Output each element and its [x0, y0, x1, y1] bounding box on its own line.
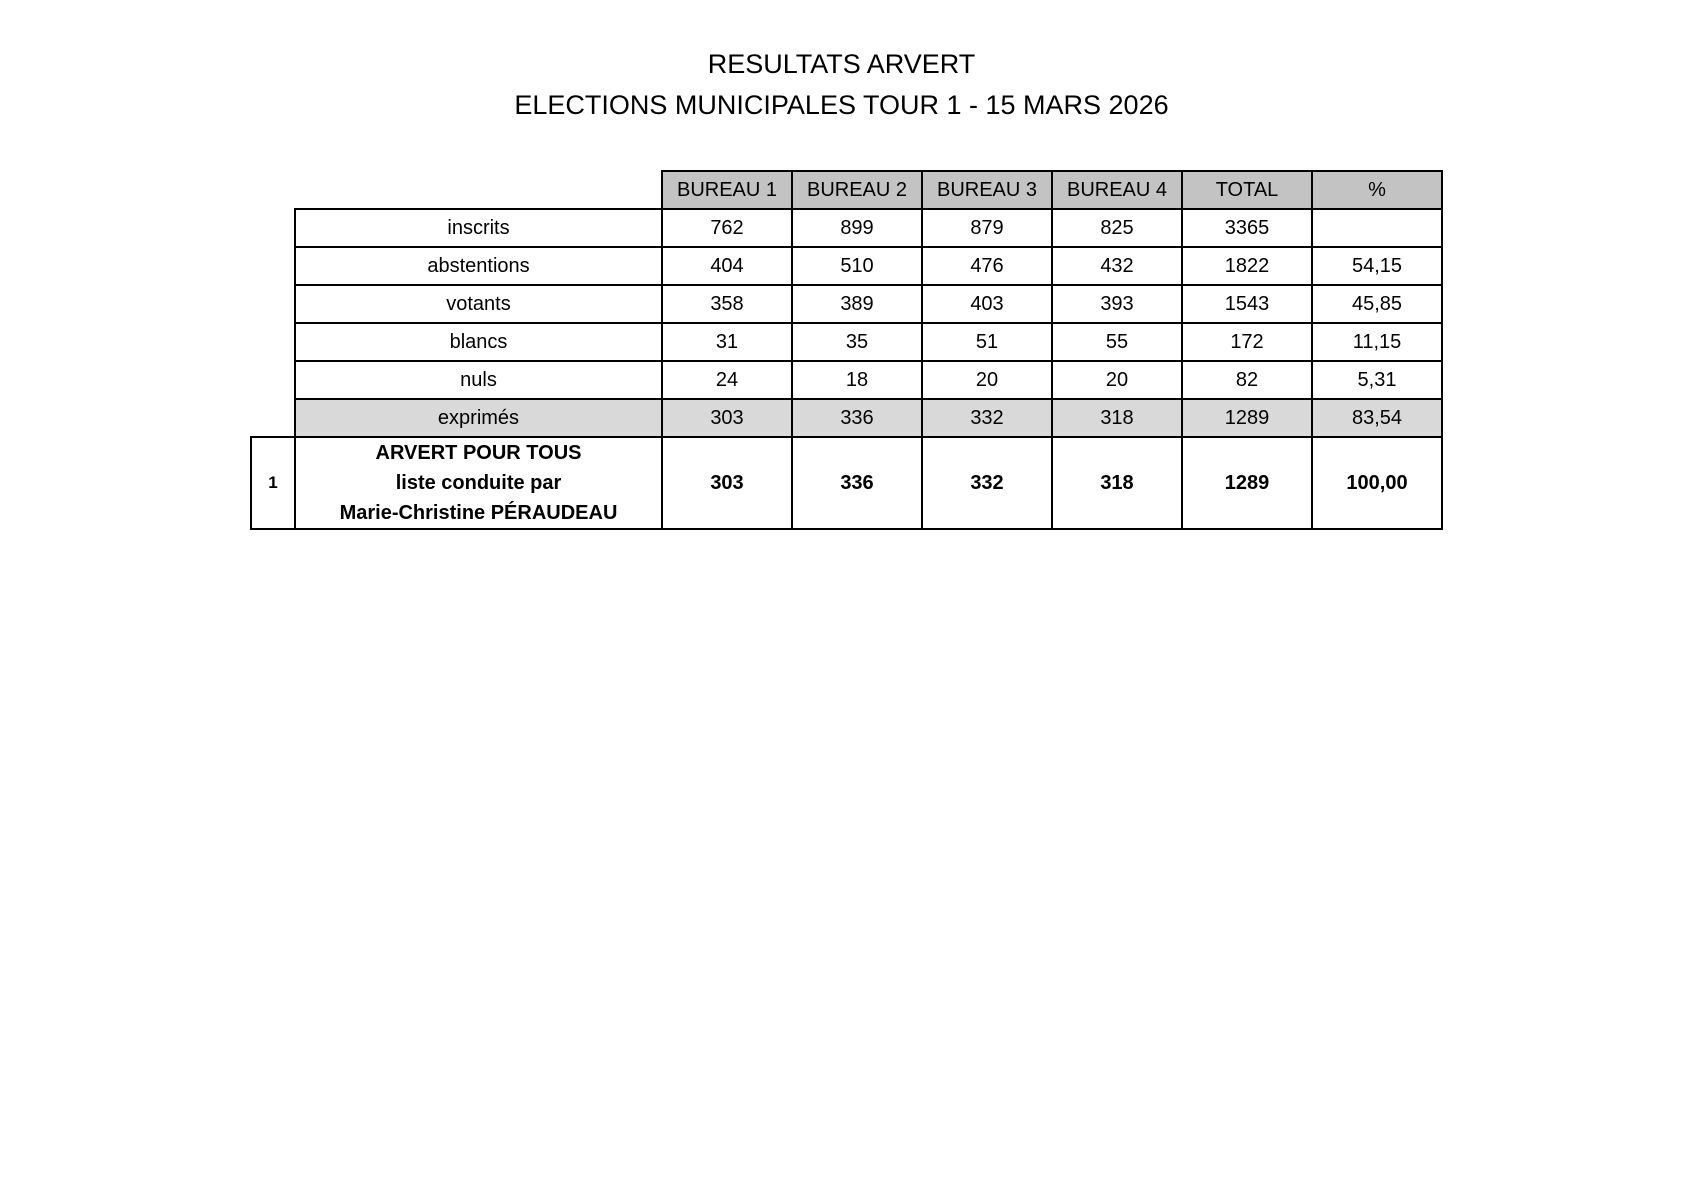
cell-value: 332 [922, 399, 1052, 437]
cell-value: 303 [662, 437, 792, 529]
cell-value: 825 [1052, 209, 1182, 247]
cell-value: 35 [792, 323, 922, 361]
cell-value: 24 [662, 361, 792, 399]
row-liste-1 [251, 437, 1442, 529]
liste-name [295, 437, 662, 529]
results-table [250, 170, 1443, 530]
header-row [251, 171, 1442, 209]
cell-value: 303 [662, 399, 792, 437]
cell-value: 510 [792, 247, 922, 285]
cell-total: 1543 [1182, 285, 1312, 323]
liste-name-line: liste conduite par [395, 472, 562, 494]
cell-value: 336 [792, 437, 922, 529]
cell-value: 318 [1052, 437, 1182, 529]
column-header-percent: % [1312, 171, 1442, 209]
cell-value: 432 [1052, 247, 1182, 285]
cell-value: 762 [662, 209, 792, 247]
cell-value: 393 [1052, 285, 1182, 323]
cell-total: 3365 [1182, 209, 1312, 247]
row-label-abstentions: abstentions [295, 247, 662, 285]
cell-value: 336 [792, 399, 922, 437]
column-header-total: TOTAL [1182, 171, 1312, 209]
cell-percent: 54,15 [1312, 247, 1442, 285]
cell-value: 332 [922, 437, 1052, 529]
liste-name-line: ARVERT POUR TOUS [375, 442, 582, 464]
row-nuls [251, 361, 1442, 399]
row-votants [251, 285, 1442, 323]
row-label-exprimes: exprimés [295, 399, 662, 437]
header-blank-num [251, 171, 295, 209]
column-header-bureau-3: BUREAU 3 [922, 171, 1052, 209]
cell-value: 51 [922, 323, 1052, 361]
cell-percent: 45,85 [1312, 285, 1442, 323]
cell-total: 172 [1182, 323, 1312, 361]
cell-total: 1289 [1182, 437, 1312, 529]
cell-percent: 100,00 [1312, 437, 1442, 529]
cell-percent: 83,54 [1312, 399, 1442, 437]
row-label-blancs: blancs [295, 323, 662, 361]
cell-value: 389 [792, 285, 922, 323]
cell-value: 403 [922, 285, 1052, 323]
cell-value: 358 [662, 285, 792, 323]
cell-percent [1312, 209, 1442, 247]
header-blank-label [295, 171, 662, 209]
column-header-bureau-1: BUREAU 1 [662, 171, 792, 209]
cell-value: 899 [792, 209, 922, 247]
liste-name-line: Marie-Christine PÉRAUDEAU [339, 502, 618, 524]
cell-value: 318 [1052, 399, 1182, 437]
row-exprimes [251, 399, 1442, 437]
row-label-nuls: nuls [295, 361, 662, 399]
cell-value: 31 [662, 323, 792, 361]
cell-value: 879 [922, 209, 1052, 247]
row-label-inscrits: inscrits [295, 209, 662, 247]
title-line-2: ELECTIONS MUNICIPALES TOUR 1 - 15 MARS 2026 [514, 90, 1169, 120]
row-blancs [251, 323, 1442, 361]
cell-value: 18 [792, 361, 922, 399]
cell-value: 20 [1052, 361, 1182, 399]
cell-value: 476 [922, 247, 1052, 285]
title-line-1: RESULTATS ARVERT [707, 49, 976, 79]
row-abstentions [251, 247, 1442, 285]
row-label-votants: votants [295, 285, 662, 323]
cell-total: 82 [1182, 361, 1312, 399]
cell-value: 404 [662, 247, 792, 285]
cell-value: 55 [1052, 323, 1182, 361]
cell-percent: 11,15 [1312, 323, 1442, 361]
row-inscrits [251, 209, 1442, 247]
document-title [0, 44, 1683, 126]
column-header-bureau-4: BUREAU 4 [1052, 171, 1182, 209]
cell-value: 20 [922, 361, 1052, 399]
cell-percent: 5,31 [1312, 361, 1442, 399]
liste-number: 1 [251, 437, 295, 529]
cell-total: 1289 [1182, 399, 1312, 437]
column-header-bureau-2: BUREAU 2 [792, 171, 922, 209]
cell-total: 1822 [1182, 247, 1312, 285]
